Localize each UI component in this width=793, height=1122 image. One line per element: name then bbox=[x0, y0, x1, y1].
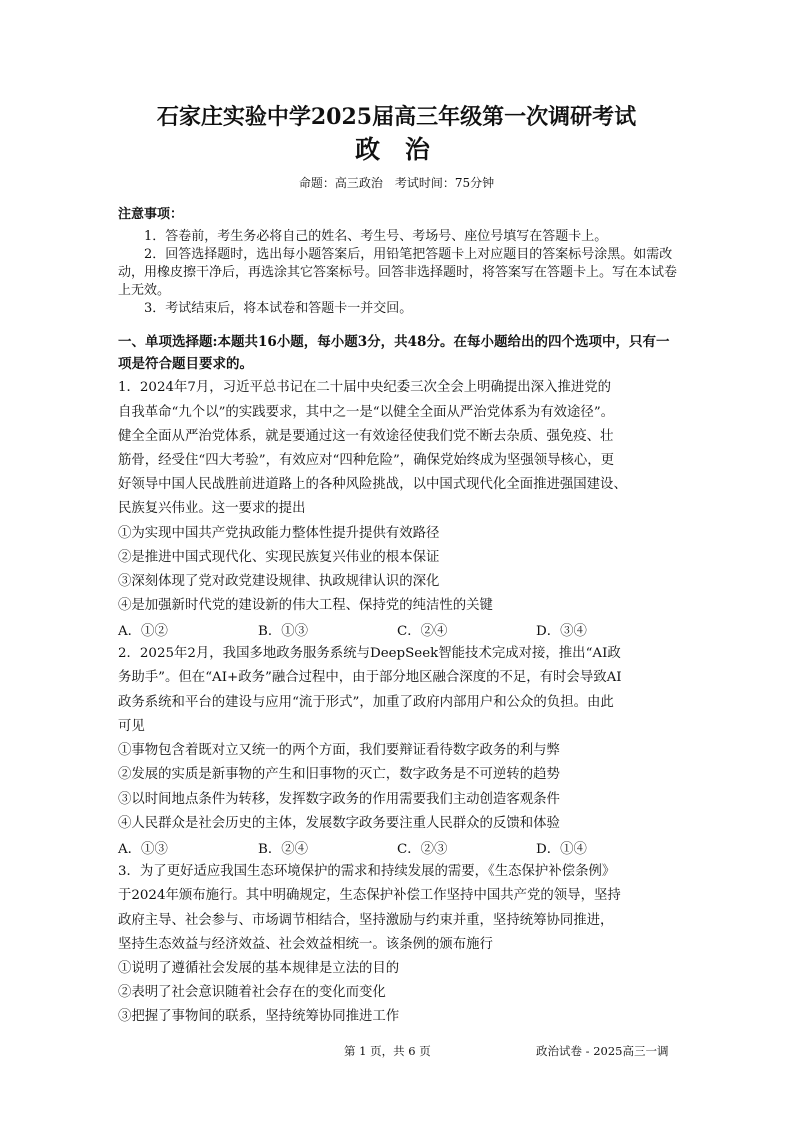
q1-stem-line: 健全全面从严治党体系，就是要通过这一有效途径使我们党不断去杂质、强免疫、壮 bbox=[118, 429, 614, 444]
q2-choice: ①事物包含着既对立又统一的两个方面，我们要辩证看待数字政务的利与弊 bbox=[118, 743, 560, 758]
notice-heading: 注意事项： bbox=[118, 207, 184, 222]
q1-stem-line: 好领导中国人民战胜前进道路上的各种风险挑战，以中国式现代化全面推进强国建设、 bbox=[118, 477, 627, 492]
q1-option-c: C．②④ bbox=[397, 624, 448, 639]
notice-item-3: 3．考试结束后，将本试卷和答题卡一并交回。 bbox=[144, 301, 413, 316]
q1-stem-line: 1．2024年7月，习近平总书记在二十届中央纪委三次全会上明确提出深入推进党的 bbox=[118, 380, 612, 395]
exam-meta: 命题：高三政治 考试时间：75分钟 bbox=[298, 176, 495, 190]
q1-choice: ①为实现中国共产党执政能力整体性提升提供有效路径 bbox=[118, 526, 440, 541]
q3-stem-line: 于2024年颁布施行。其中明确规定，生态保护补偿工作坚持中国共产党的领导，坚持 bbox=[118, 888, 621, 903]
q1-choice: ②是推进中国式现代化、实现民族复兴伟业的根本保证 bbox=[118, 550, 440, 565]
q1-choice: ④是加强新时代党的建设新的伟大工程、保持党的纯洁性的关键 bbox=[118, 598, 493, 613]
q1-options bbox=[118, 620, 678, 640]
q2-stem-line: 2．2025年2月，我国多地政务服务系统与DeepSeek智能技术完成对接，推出“AI政 bbox=[118, 646, 621, 661]
q2-stem-line: 政务系统和平台的建设与应用“流于形式”，加重了政府内部用户和公众的负担。由此 bbox=[118, 695, 614, 710]
q2-option-b: B．②④ bbox=[258, 842, 309, 857]
q1-option-d: D．③④ bbox=[536, 624, 587, 639]
q2-choice: ③以时间地点条件为转移，发挥数字政务的作用需要我们主动创造客观条件 bbox=[118, 792, 560, 807]
doc-label: 政治试卷 - 2025高三一调 bbox=[536, 1044, 669, 1058]
q2-option-c: C．②③ bbox=[397, 842, 448, 857]
q3-stem-line: 坚持生态效益与经济效益、社会效益相统一。该条例的颁布施行 bbox=[118, 937, 493, 952]
q1-choice: ③深刻体现了党对政党建设规律、执政规律认识的深化 bbox=[118, 574, 440, 589]
q2-choice: ②发展的实质是新事物的产生和旧事物的灭亡，数字政务是不可逆转的趋势 bbox=[118, 767, 560, 782]
q2-option-a: A．①③ bbox=[118, 842, 168, 857]
q1-stem-line: 筋骨，经受住“四大考验”，有效应对“四种危险”，确保党始终成为坚强领导核心，更 bbox=[118, 453, 615, 468]
q1-stem-line: 自我革命“九个以”的实践要求，其中之一是“以健全全面从严治党体系为有效途径”。 bbox=[118, 405, 615, 420]
q1-option-a: A．①② bbox=[118, 624, 168, 639]
q1-stem-line: 民族复兴伟业。这一要求的提出 bbox=[118, 501, 306, 516]
q2-choice: ④人民群众是社会历史的主体，发展数字政务要注重人民群众的反馈和体验 bbox=[118, 816, 560, 831]
q3-choice: ③把握了事物间的联系，坚持统筹协同推进工作 bbox=[118, 1009, 400, 1024]
q1-option-b: B．①③ bbox=[258, 624, 309, 639]
page-number: 第 1 页，共 6 页 bbox=[344, 1044, 431, 1058]
q3-stem-line: 3．为了更好适应我国生态环境保护的需求和持续发展的需要，《生态保护补偿条例》 bbox=[118, 864, 616, 879]
q3-stem-line: 政府主导、社会参与、市场调节相结合，坚持激励与约束并重，坚持统筹协同推进， bbox=[118, 913, 614, 928]
q2-option-d: D．①④ bbox=[536, 842, 587, 857]
q3-choice: ②表明了社会意识随着社会存在的变化而变化 bbox=[118, 985, 386, 1000]
section-heading: 一、单项选择题:本题共16小题，每小题3分，共48分。在每小题给出的四个选项中，只有一项是符合题目要求的。 bbox=[118, 334, 670, 372]
notice-item-1: 1．答卷前，考生务必将自己的姓名、考生号、考场号、座位号填写在答题卡上。 bbox=[144, 229, 608, 244]
notice-item-2: 2．回答选择题时，选出每小题答案后，用铅笔把答题卡上对应题目的答案标号涂黑。如需改动，用橡皮擦干净后，再选涂其它答案标号。回答非选择题时，将答案写在答题卡上。写在本试卷上无效。 bbox=[118, 247, 678, 298]
q2-options bbox=[118, 838, 678, 858]
exam-title: 石家庄实验中学2025届高三年级第一次调研考试 bbox=[156, 104, 637, 130]
q3-choice: ①说明了遵循社会发展的基本规律是立法的目的 bbox=[118, 961, 400, 976]
exam-subject: 政 治 bbox=[355, 135, 438, 164]
q2-stem-line: 务助手”。但在“AI+政务”融合过程中，由于部分地区融合深度的不足，有时会导致AI bbox=[118, 670, 622, 685]
q2-stem-line: 可见 bbox=[118, 719, 145, 734]
